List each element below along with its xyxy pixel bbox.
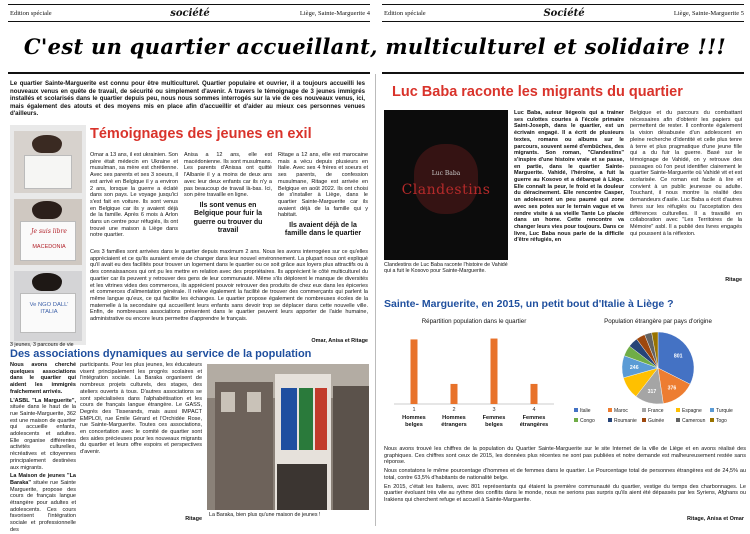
category-label: étrangers: [441, 422, 467, 428]
associations-signature: Ritage: [185, 516, 202, 522]
category-label: Femmes: [482, 415, 506, 421]
category-label: belges: [405, 422, 423, 428]
right-page-header: [384, 6, 744, 20]
pie-data-label: 317: [647, 388, 657, 395]
legend-swatch: [676, 408, 680, 412]
x-tick-label: 1: [412, 407, 416, 413]
pie-chart: [572, 326, 744, 444]
section-label: Société: [543, 7, 585, 19]
photo-panel-2: [14, 199, 82, 265]
baraka-photo: [207, 364, 369, 510]
header-rule-right: [382, 21, 744, 22]
mural-red: [315, 388, 327, 450]
assoc-col2-text: participants. Pour les plus jeunes, les éducateurs visent principalement les progrès scolaires et l'intégration sociale. La Baraka organisent de nombreux projets culturels, des stages, des ateliers ouverts à tous. D'autres associations se sont spécialisées dans l'alphabétisation et les cours de français langue étrangère. Le GASS, Degrés des Tisserands, mais aussi IMPACT EMPLOI, rue Émile Gérard et l'Orchidée Rose, rue Sainte-Marguerite. Toutes ces associations, en concertation avec le comité de quartier sont des aides précieuses pour les nouveaux migrants du quartier et leurs offre espoirs et perspectives d'avenir.: [80, 362, 202, 456]
legend-label: Turquie: [716, 408, 733, 414]
legend-label: Italie: [580, 408, 591, 414]
category-label: belges: [485, 422, 503, 428]
legend-swatch: [710, 408, 714, 412]
page-location: Liège, Sainte-Marguerite 4: [299, 9, 370, 17]
sign-paper: [20, 293, 76, 333]
header-rule-left: [8, 21, 370, 22]
legend-swatch: [642, 408, 646, 412]
hair-shape: [32, 201, 62, 219]
category-label: Hommes: [442, 415, 466, 421]
bar-1: [411, 339, 418, 404]
bar-3: [491, 339, 498, 404]
testimony-omar-text: Omar a 13 ans, il est ukrainien. Son père était médecin en Ukraine et musulman, sa mère est chrétienne. Avec ses parents et ses 3 soeurs, il est arrivé en Belgique il y a environ 2 ans, lorsque la guerre a éclaté dans son pays. Le voyage jusqu'ici s'est fait en voiture. Ils sont venus en Belgique car ils y avaient déjà de la famille. Après 6 mois à Arlon dans un centre pour réfugiés, ils ont trouvé une maison à Liège dans notre quartier.: [90, 152, 178, 239]
baba-signature: Ritage: [725, 277, 742, 283]
baba-col2-text: Belgique et du parcours du combattant nécessaires afin d'obtenir les papiers qui permettent de rester. Il confronte également la vision désabusée d'un adolescent en pleine recherche d'identité et celle plus tenre à terre et plus pragmatique d'une jeune fille qui a du fuir la guerre. Basé sur le témoignage de Vahidé, on y retrouve des passages où l'on peut identifier clairement le quartier Sainte-Marguerite où Vahidé vit et est scolarisée. Ce roman est facile à lire et convient à un public jeunesse ou adulte. Touchant, il nous montre la réalité des demandeurs d'asile. Luc Baba a écrit d'autres livres sur les réfugiés ou l'acceptation des différences culturelles. Il a travaillé en collaboration avec "Les Territoires de la Mémoire" asbl. Il a publié des livres engagés qui poussent à la réflexion.: [630, 110, 742, 237]
hair-shape: [32, 273, 62, 291]
baraka-photo-caption: La Baraka, bien plus qu'une maison de jeunes !: [209, 512, 321, 518]
bar-4: [531, 384, 538, 404]
page-location: Liège, Sainte-Marguerite 5: [673, 9, 744, 17]
legend-label: Guinée: [648, 418, 665, 424]
window: [221, 392, 235, 412]
legend-swatch: [642, 418, 646, 422]
category-label: étrangères: [519, 422, 549, 428]
page-banner: C'est un quartier accueillant, multiculturel et solidaire !!!: [23, 34, 727, 59]
italy-title: Sainte- Marguerite, en 2015, un petit bout d'Italie à Liège ?: [384, 298, 674, 310]
intro-paragraph: Le quartier Sainte-Marguerite est connu pour être multiculturel. Quartier populaire et ouvrier, il a toujours accueilli les nouveaux venus en quête de travail, de sécurité ou simplement d'avenir. A travers le témoignage de 3 jeunes immigrés installés et scolarisés dans le quartier depuis peu, nous nous sommes interrogés sur la vie de ces nouveaux venus, ici, mais également des atouts et des moyens mis en place afin d'accueillir et d'aider au mieux ces personnes venues d'ailleurs.: [10, 80, 365, 118]
sign-blank: [24, 155, 72, 189]
assoc-para-2-bold: L'ASBL "La Marguerite",: [10, 397, 76, 404]
cover-figure: [414, 144, 478, 214]
legend-swatch: [574, 408, 578, 412]
italy-body: [384, 446, 746, 524]
legend-swatch: [608, 408, 612, 412]
bar-chart-title: Répartition population dans le quartier: [421, 318, 527, 325]
book-author: Luc Baba: [431, 170, 461, 177]
baba-col-2: [630, 110, 742, 276]
x-tick-label: 4: [532, 407, 536, 413]
testimonies-body-text: Ces 3 familles sont arrivées dans le quartier depuis maximum 2 ans. Nous les avons interrogées sur ce qu'elles appréciaient et ce qu'ils auraient envie de changer dans leur nouvel environnement. La plupart nous ont expliqué qu'il avait eu des facilités pour trouver un logement dans le quartier ou ce soit grâce aux loyers plus attractifs ou à des connaissances qui ont pu les mettre en relation avec des propriétaires. Ils apprécient le côté multiculturel du quartier car ils peuvent y retrouver des gens de leur communauté. Même s'ils déplorent le manque de diversités et les vitrines vides des commerces, ils apprécient pouvoir retrouver des produits de chez eux dans les épiceries et commerces d'alimentation générale. Il relève également la facilité de trouver des commerçants qui parlent la même langue qu'eux, ce qui facilite les échanges. Le quartier propose également de nombreuses écoles de la maternelle à la secondaire qui accueillent leurs enfants sans devoir trop se déplacer dans cette nouvelle ville. Enfin, de nombreuses associations présentent dans le quartier peuvent leurs apporter de l'aide humaine, administrative ou encore leurs permettre d'apprendre le français.: [90, 249, 368, 323]
x-tick-label: 2: [452, 407, 456, 413]
pie-chart-title: Population étrangère par pays d'origine: [604, 318, 712, 325]
legend-label: France: [648, 408, 664, 414]
legend-swatch: [710, 418, 714, 422]
assoc-para-1: [10, 362, 76, 396]
banner-rule-left: [8, 72, 370, 74]
sign-text-2: MACEDONIA: [32, 244, 66, 250]
testimonies-body: [90, 249, 368, 337]
book-title: Clandestins: [401, 182, 491, 198]
italy-body-2: Nous constatons le même pourcentage d'hommes et de femmes dans le quartier. Le Pourcentage total de personnes étrangères est de 24,5% au total, contre 63,5% d'habitants de nationalité belge.: [384, 468, 746, 481]
section-label: société: [170, 7, 210, 19]
category-label: Femmes: [522, 415, 546, 421]
associations-title: Des associations dynamiques au service de la population: [10, 348, 312, 360]
page-gutter: [375, 74, 376, 526]
pie-data-label: 246: [629, 365, 639, 372]
testimonies-title: Témoignages des jeunes en exil: [90, 126, 312, 142]
legend-label: Roumanie: [614, 418, 637, 424]
mural-green: [299, 388, 313, 450]
testimonies-signature: Omar, Anisa et Ritage: [311, 338, 368, 344]
baba-title: Luc Baba raconte les migrants du quartier: [392, 84, 683, 100]
sign-text-1: Je suis libre: [31, 228, 67, 235]
bar-2: [451, 384, 458, 404]
legend-label: Congo: [580, 418, 595, 424]
associations-col-1: [10, 362, 76, 533]
banner-rule-right: [382, 72, 744, 74]
legend-swatch: [574, 418, 578, 422]
testimony-anisa-text: Anisa a 12 ans, elle est macédonienne. Ils sont musulmans. Les parents d'Anissa ont quitté l'Albanie il y a moins de deux ans avec leur deux enfants car ils n'y a pas beaucoup de travail là-bas. Ici, son père travaille en ligne.: [184, 152, 272, 199]
pie-data-label: 801: [673, 353, 683, 360]
assoc-para-2-text: située dans le haut de la rue Sainte-Marguerite, 362 est une maison de quartier qui accueille enfants, adolescents et adultes. Elle organise différentes activités culturelles, récréatives et citoyennes principalement destinées aux migrants.: [10, 404, 76, 471]
book-cover: [384, 110, 508, 260]
testimony-omar: [90, 152, 178, 246]
assoc-para-1-bold: Nous avons cherché quelques associations dans le quartier qui aident les immigrés fraîchement arrivés.: [10, 362, 76, 395]
photo-panel-1: [14, 131, 82, 193]
top-rule-left: [8, 4, 370, 5]
testimony-photo-caption: 3 jeunes, 3 parcours de vie: [10, 342, 74, 348]
sign-paper: [20, 221, 76, 261]
testimony-ritage-text: Ritage a 12 ans, elle est marocaine mais a vécu depuis plusieurs en Italie. Avec ses 4 frères et soeurs et ses parents, de confession musulmane, Ritage est arrivée en Belgique en août 2022. Ils ont choisi de s'installer à Liège, dans le quartier Sainte-Marguerite car ils avaient déjà de la famille qui y habitait.: [278, 152, 368, 219]
assoc-para-3-text: située rue Sainte Marguerite, propose des cours de français langue étrangère pour adultes et adolescents. Ces cours favorisent l'intégration sociale et professionnelle des: [10, 479, 76, 533]
left-page-header: [10, 6, 370, 20]
pie-data-label: 376: [667, 385, 677, 392]
legend-label: Togo: [716, 418, 727, 424]
mural-blue: [281, 388, 297, 450]
x-tick-label: 3: [492, 407, 496, 413]
door-area: [277, 464, 327, 510]
testimony-anisa: [184, 152, 272, 246]
assoc-para-3: [10, 473, 76, 533]
italy-signature: Ritage, Anisa et Omar: [687, 516, 744, 522]
edition-label: Edition spéciale: [10, 9, 52, 17]
testimony-photo: [10, 125, 86, 345]
baba-col-1: [514, 110, 624, 284]
photo-panel-3: [14, 271, 82, 341]
associations-col-2: [80, 362, 202, 514]
italy-body-1: Nous avons trouvé les chiffres de la population du Quartier Sainte-Marguerite sur le site Internet de la ville de Liège et en avons réalisé des graphiques. Ces chiffres sont ceux de 2015, les données plus récentes ne sont pas publiées et notre demande est malheureusement restée sans réponse.: [384, 446, 746, 466]
legend-label: Maroc: [614, 408, 628, 414]
pull-quote-1: Ils sont venus en Belgique pour fuir la guerre ou trouver du travail: [193, 201, 263, 235]
legend-label: Cameroun: [682, 418, 706, 424]
assoc-para-2: [10, 398, 76, 472]
pull-quote-2: Ils avaient déjà de la famille dans le quartier: [284, 222, 362, 238]
legend-swatch: [676, 418, 680, 422]
building-right: [333, 386, 369, 510]
book-caption: Clandestins de Luc Baba raconte l'histoire de Vahidé qui a fuit le Kosovo pour Sainte-Marguerite.: [384, 262, 508, 275]
sign-text-3: Ve NGO DALL' ITALIA: [29, 302, 69, 315]
bar-chart: [384, 326, 564, 446]
assoc-para-3-bold: La Maison de jeunes "La Baraka": [10, 473, 76, 486]
hair-shape: [32, 135, 62, 153]
baba-col1-text: Luc Baba, auteur liégeois qui a trainer ses culottes courtes à l'école primaire Saint-Joseph, dans le quartier, est un écrivain engagé. Il a écrit de plusieurs textes, romans ou albums sur le parcours, souvent semé d'embûches, des migrants. Son roman, "Clandestins" s'inspire d'une histoire vraie et se passe, en partie, dans le quartier Sainte-Marguerite. Vahidé, l'héroïne, a fuit la guerre au Kosovo et a débarqué à Liège. Elle connaît la peur, le froid et la douleur du déracinement. Elle rencontre Casper, un adolescent un peu paumé qui zone avec ses potes sur le terrain vague et va rendre visite à sa vieille Tante Lo placée dans un home. Cette rencontre va changer leurs vies pour toujours. Dans ce livre, Luc Baba nous parle de la difficile d'être réfugiés, en: [514, 110, 624, 244]
category-label: Hommes: [402, 415, 426, 421]
italy-body-3: En 2015, c'était les Italiens, avec 801 représentants qui étaient la première communauté du quartier, vestige du temps des charbonnages. Le quartier évoluant très vite au rythme des conflits dans le monde, nous ne serions pas surpris qu'ils aient été dépassés par les Syriens, Afghans ou Irakiens qui cherchent refuge et accueil à Sainte-Marguerite.: [384, 483, 746, 503]
top-rule-right: [382, 4, 744, 5]
edition-label: Edition spéciale: [384, 9, 426, 17]
legend-label: Espagne: [682, 408, 702, 414]
window: [247, 392, 261, 412]
legend-swatch: [608, 418, 612, 422]
testimony-ritage: [278, 152, 368, 246]
